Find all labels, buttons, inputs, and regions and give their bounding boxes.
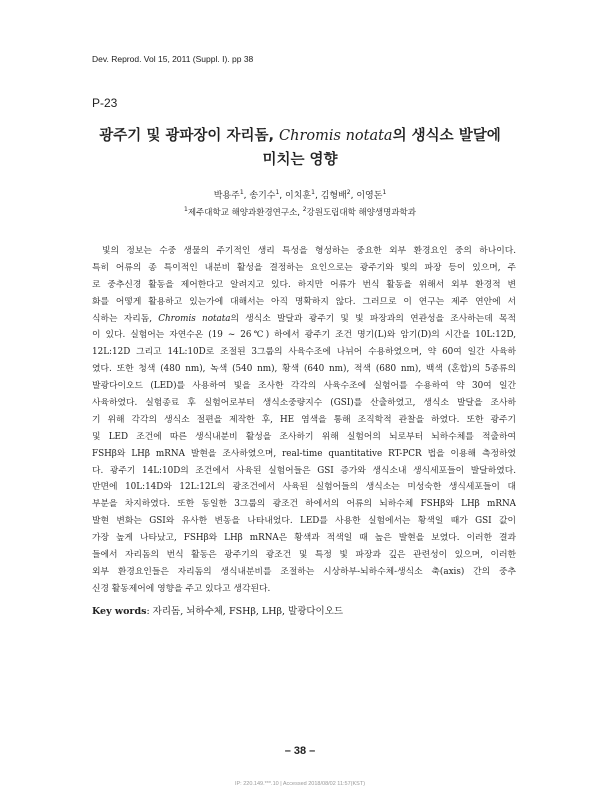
abstract-line: 이 있다. 실험어는 자연수온 (19 ~ 26℃) 하에서 광주기 조건 명기(L)와 암기(D)의 시간을 10L:12D, — [92, 330, 516, 341]
author: 송기수$^1$ — [249, 189, 280, 201]
affiliation: $^1$제주대학교 해양과환경연구소 — [184, 206, 298, 218]
abstract-line: 로 중추신경 활동을 제어한다고 알려지고 있다. 하지만 어류가 번식 활동을 위해서 외부 환경적 변 — [92, 279, 516, 290]
abstract-line: 발광다이오드 (LED)를 사용하여 빛을 조사한 각각의 사육수조에 실험어를 수용하여 약 30여 일간 — [92, 381, 516, 392]
affiliation: $^2$강원도립대학 해양생명과학과 — [302, 206, 416, 218]
abstract-line: 기 위해 각각의 생식소 절편을 제작한 후, HE 염색을 통해 조직학적 관찰을 하였다. 또한 광주기 — [92, 414, 516, 425]
abstract-body — [92, 243, 516, 598]
title-line-2: 미치는 영향 — [262, 152, 338, 168]
keywords-text: : 자리돔, 뇌하수체, FSHβ, LHβ, 발광다이오드 — [146, 606, 344, 617]
abstract-line: 빛의 정보는 수중 생물의 주기적인 생리 특성을 형성하는 중요한 외부 환경요인 중의 하나이다. — [102, 246, 516, 256]
abstract-line: 가장 높게 나타났고, FSHβ와 LHβ mRNA은 황색과 적색일 때 높은 발현을 보였다. 이러한 결과 — [92, 533, 516, 544]
title-suffix: 의 생식소 발달에 — [392, 128, 501, 144]
abstract-line: 사육하였다. 실험종료 후 실험어로부터 생식소중량지수 (GSI)를 산출하였고, 생식소 발달을 조사하 — [92, 398, 516, 409]
abstract-line: 식하는 자리돔, Chromis notata의 생식소 발달과 광주기 및 빛 파장과의 연관성을 조사하는데 목적 — [92, 313, 516, 324]
author: 김형배$^2$ — [320, 189, 351, 201]
abstract-line: 다. 광주기 14L:10D의 조건에서 사육된 실험어들은 GSI 증가와 생식소내 생식세포들이 발달하였다. — [92, 465, 516, 476]
access-watermark: IP: 220.149.***.10 | Accessed 2018/08/02 11:57(KST) — [234, 781, 366, 787]
abstract-line: 반면에 10L:14D와 12L:12L의 광조건에서 사육된 실험어들의 생식소는 미성숙한 생식세포들이 대 — [92, 482, 516, 493]
abstract-line: 들에서 자리돔의 번식 활동은 광주기의 광조건 및 특정 빛 파장과 깊은 관련성이 있으며, 이러한 — [92, 550, 516, 561]
abstract-line: 및 LED 조건에 따른 생식내분비 활성을 조사하기 위해 실험어의 뇌로부터 뇌하수체를 적출하여 — [92, 431, 516, 442]
author: 이치훈$^1$ — [285, 189, 315, 201]
abstract-line: 신경 활동제어에 영향을 주고 있다고 생각된다. — [92, 583, 271, 594]
page-number: – 38 – — [284, 745, 316, 757]
abstract-line: 12L:12D 그리고 14L:10D로 조절된 3그룹의 사육수조에 나뉘어 수용하였으며, 약 60여 일간 사육하 — [92, 347, 516, 358]
journal-header: Dev. Reprod. Vol 15, 2011 (Suppl. I). pp 38 — [92, 54, 254, 64]
abstract-line: 화를 어떻게 활용하고 있는가에 대해서는 아직 명확하지 않다. 그러므로 이 연구는 제주 연안에 서 — [92, 296, 516, 307]
author: 이영돈$^1$ — [356, 189, 387, 201]
author: 박용주$^1$ — [213, 189, 244, 201]
title-prefix: 광주기 및 광파장이 자리돔, — [99, 128, 280, 144]
abstract-line: 특히 어류의 종 특이적인 내분비 활성을 결정하는 요인으로는 광주기와 빛의 파장 등이 있으며, 주 — [92, 262, 516, 273]
paper-code: P-23 — [92, 96, 118, 110]
author-list: 박용주$^1$, 송기수$^1$, 이치훈$^1$, 김형배$^2$, 이영돈$^1$ — [213, 189, 387, 201]
abstract-line: FSHβ와 LHβ mRNA 발현을 조사하였으며, real-time quantitative RT-PCR 법을 이용해 측정하였 — [92, 448, 516, 459]
title-species: Chromis notata — [279, 128, 393, 144]
abstract-line: 부분을 차지하였다. 또한 동일한 3그룹의 광조건 하에서의 어류의 뇌하수체 FSHβ와 LHβ mRNA — [92, 499, 516, 510]
affiliation-list: $^1$제주대학교 해양과환경연구소, $^2$강원도립대학 해양생명과학과 — [184, 206, 416, 218]
abstract-line: 외부 환경요인들은 자리돔의 생식내분비를 조절하는 시상하부-뇌하수체-생식소 축(axis) 간의 중추 — [92, 566, 516, 577]
keywords — [92, 603, 343, 617]
abstract-line: 였다. 또한 청색 (480 nm), 녹색 (540 nm), 황색 (640 nm), 적색 (680 nm), 백색 (혼합)의 5종류의 — [92, 364, 516, 375]
keywords-label: Key words — [92, 606, 147, 617]
abstract-line: 발현 변화는 GSI와 유사한 변동을 나타내었다. LED를 사용한 실험에서는 황색일 때가 GSI 값이 — [92, 516, 516, 527]
title-line-1 — [60, 124, 540, 148]
